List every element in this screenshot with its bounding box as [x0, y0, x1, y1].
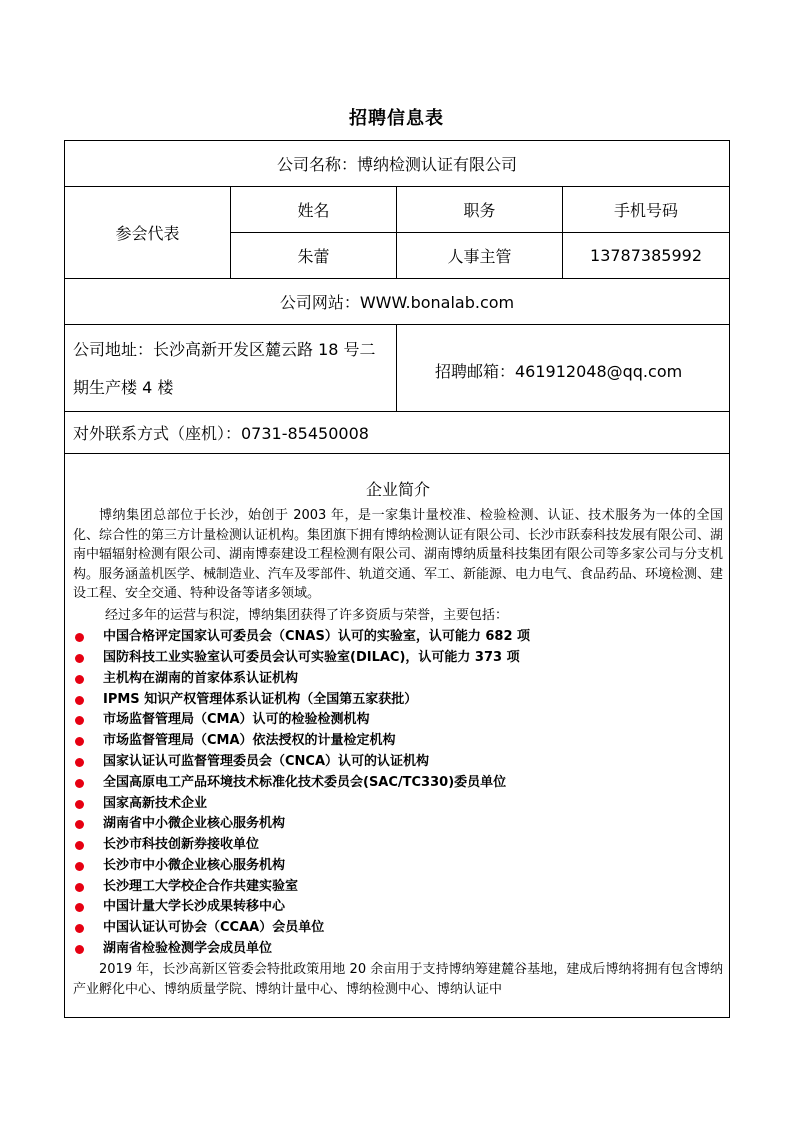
- recruitment-form-table: [64, 140, 730, 1018]
- header-name: 姓名: [231, 187, 397, 233]
- bullet-icon: [75, 675, 84, 684]
- company-address: 公司地址：长沙高新开发区麓云路 18 号二期生产楼 4 楼: [65, 325, 397, 412]
- company-name: 公司名称：博纳检测认证有限公司: [65, 141, 730, 187]
- company-website: 公司网站：WWW.bonalab.com: [65, 279, 730, 325]
- intro-paragraph-2: 经过多年的运营与积淀，博纳集团获得了许多资质与荣誉，主要包括：: [105, 607, 509, 623]
- list-item: 中国合格评定国家认可委员会（CNAS）认可的实验室，认可能力 682 项: [73, 627, 723, 648]
- list-item: 中国认证认可协会（CCAA）会员单位: [73, 918, 723, 939]
- recruitment-email: 招聘邮箱：461912048@qq.com: [397, 325, 730, 412]
- bullet-icon: [75, 779, 84, 788]
- bullet-icon: [75, 924, 84, 933]
- intro-row: [65, 454, 730, 1018]
- representative-header-row: [65, 187, 730, 233]
- bullet-icon: [75, 696, 84, 705]
- list-item: 市场监督管理局（CMA）认可的检验检测机构: [73, 710, 723, 731]
- bullet-icon: [75, 945, 84, 954]
- bullet-icon: [75, 800, 84, 809]
- bullet-icon: [75, 862, 84, 871]
- website-row: [65, 279, 730, 325]
- bullet-icon: [75, 716, 84, 725]
- address-email-row: [65, 325, 730, 412]
- bullet-icon: [75, 633, 84, 642]
- bullet-icon: [75, 903, 84, 912]
- company-intro: [65, 454, 730, 1018]
- list-item: 国防科技工业实验室认可委员会认可实验室(DILAC)，认可能力 373 项: [73, 648, 723, 669]
- list-item: 国家认证认可监督管理委员会（CNCA）认可的认证机构: [73, 752, 723, 773]
- header-phone: 手机号码: [563, 187, 730, 233]
- list-item: 主机构在湖南的首家体系认证机构: [73, 669, 723, 690]
- representative-label: 参会代表: [65, 187, 231, 279]
- list-item: 长沙市中小微企业核心服务机构: [73, 856, 723, 877]
- bullet-icon: [75, 758, 84, 767]
- list-item: 湖南省中小微企业核心服务机构: [73, 814, 723, 835]
- list-item: 长沙理工大学校企合作共建实验室: [73, 877, 723, 898]
- page-title: 招聘信息表: [349, 108, 444, 129]
- list-item: IPMS 知识产权管理体系认证机构（全国第五家获批）: [73, 690, 723, 711]
- intro-paragraph-3: 2019 年，长沙高新区管委会特批政策用地 20 余亩用于支持博纳筹建麓谷基地，建成后博纳将拥有包含博纳产业孵化中心、博纳质量学院、博纳计量中心、博纳检测中心、博纳认证中: [73, 961, 724, 997]
- bullet-icon: [75, 654, 84, 663]
- list-item: 长沙市科技创新券接收单位: [73, 835, 723, 856]
- list-item: 湖南省检验检测学会成员单位: [73, 939, 723, 960]
- contact-row: [65, 412, 730, 454]
- company-name-row: [65, 141, 730, 187]
- list-item: 市场监督管理局（CMA）依法授权的计量检定机构: [73, 731, 723, 752]
- contact-phone: 对外联系方式（座机）：0731-85450008: [65, 412, 730, 454]
- rep-name: 朱蕾: [231, 233, 397, 279]
- rep-position: 人事主管: [397, 233, 563, 279]
- bullet-icon: [75, 883, 84, 892]
- bullet-icon: [75, 820, 84, 829]
- list-item: 全国高原电工产品环境技术标准化技术委员会(SAC/TC330)委员单位: [73, 773, 723, 794]
- header-position: 职务: [397, 187, 563, 233]
- honors-list: [73, 627, 723, 960]
- list-item: 中国计量大学长沙成果转移中心: [73, 897, 723, 918]
- bullet-icon: [75, 737, 84, 746]
- rep-phone: 13787385992: [563, 233, 730, 279]
- intro-heading: 企业简介: [366, 480, 431, 500]
- intro-paragraph-1: 博纳集团总部位于长沙，始创于 2003 年，是一家集计量校准、检验检测、认证、技术服务为一体的全国化、综合性的第三方计量检测认证机构。集团旗下拥有博纳检测认证有限公司、长沙市跃泰科技发展有限公司、湖南中辐辐射检测有限公司、湖南博泰建设工程检测有限公司、湖南博纳质量科技集团有限公司等多家公司与分支机构。服务涵盖机医学、械制造业、汽车及零部件、轨道交通、军工、新能源、电力电气、食品药品、环境检测、建设工程、安全交通、特种设备等诸多领域。: [73, 508, 724, 602]
- list-item: 国家高新技术企业: [73, 794, 723, 815]
- bullet-icon: [75, 841, 84, 850]
